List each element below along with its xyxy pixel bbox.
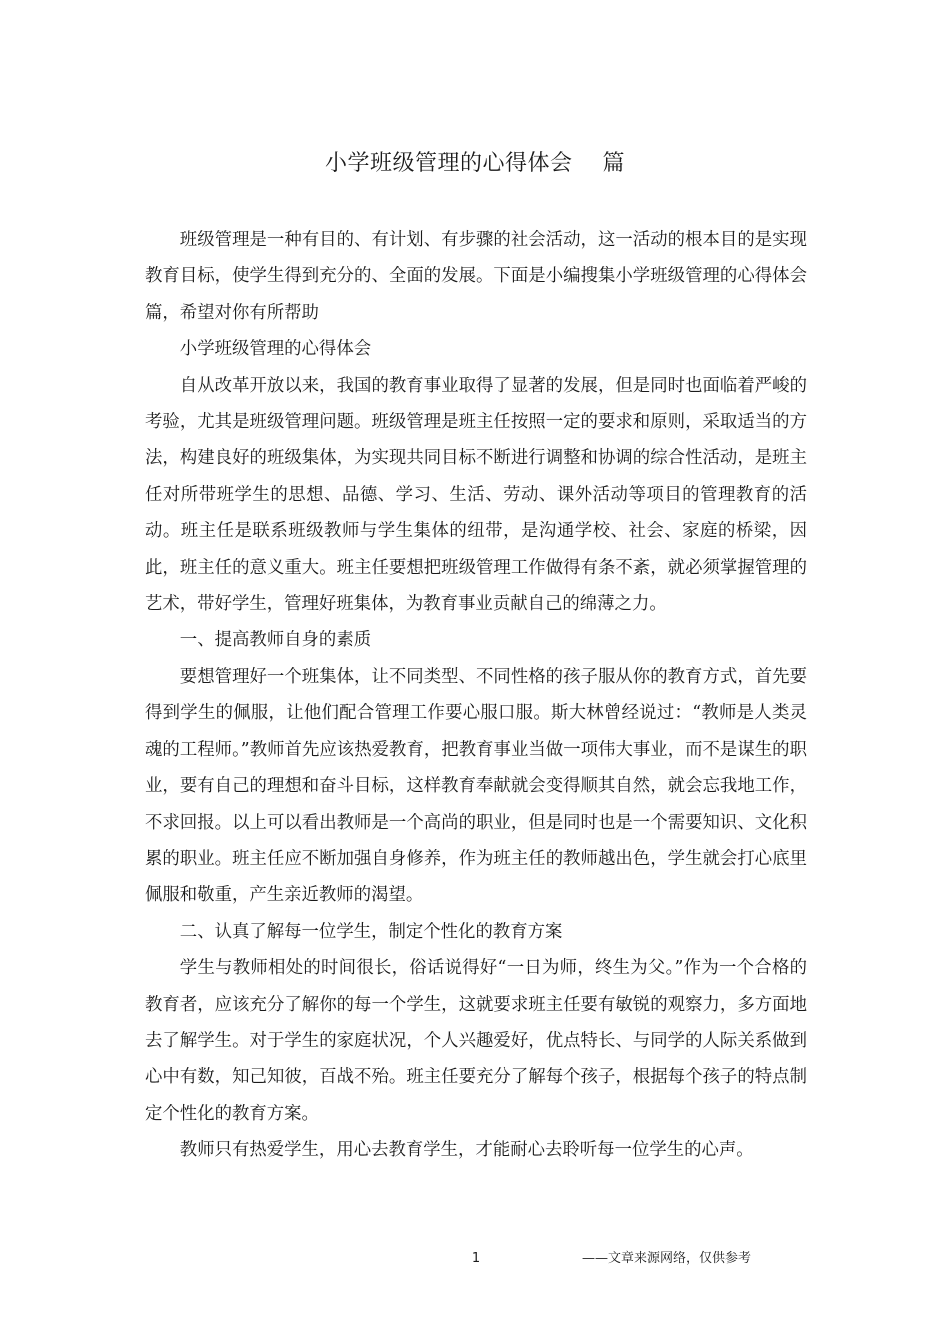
- section-heading-1: 一、提高教师自身的素质: [179, 630, 372, 651]
- paragraph-subtitle: 小学班级管理的心得体会: [179, 339, 372, 360]
- footer-source-note: ——文章来源网络，仅供参考: [582, 1251, 752, 1266]
- section-heading-2: 二、认真了解每一位学生，制定个性化的教育方案: [179, 921, 563, 942]
- paragraph-background: 自从改革开放以来，我国的教育事业取得了显著的发展，但是同时也面临着严峻的考验，尤其是班级管理问题。班级管理是班主任按照一定的要求和原则，采取适当的方法，构建良好的班级集体，为实现共同目标不断进行调整和协调的综合性活动，是班主任对所带班学生的思想、品德、学习、生活、劳动、课外活动等项目的管理教育的活动。班主任是联系班级教师与学生集体的纽带，是沟通学校、社会、家庭的桥梁，因此，班主任的意义重大。班主任要想把班级管理工作做得有条不紊，就必须掌握管理的艺术，带好学生，管理好班集体，为教育事业贡献自己的绵薄之力。: [145, 375, 807, 615]
- document-body: [145, 222, 830, 1169]
- paragraph-closing: 教师只有热爱学生，用心去教育学生，才能耐心去聆听每一位学生的心声。: [179, 1140, 754, 1161]
- paragraph-section-2: 学生与教师相处的时间很长，俗话说得好“一日为师，终生为父。”作为一个合格的教育者，应该充分了解你的每一个学生，这就要求班主任要有敏锐的观察力，多方面地去了解学生。对于学生的家庭状况，个人兴趣爱好，优点特长、与同学的人际关系做到心中有数，知己知彼，百战不殆。班主任要充分了解每个孩子，根据每个孩子的特点制定个性化的教育方案。: [145, 958, 807, 1124]
- page-number: 1: [471, 1251, 481, 1266]
- document-title: 小学班级管理的心得体会 篇: [325, 151, 625, 176]
- paragraph-section-1: 要想管理好一个班集体，让不同类型、不同性格的孩子服从你的教育方式，首先要得到学生的佩服，让他们配合管理工作要心服口服。斯大林曾经说过：“教师是人类灵魂的工程师。”教师首先应该热爱教育，把教育事业当做一项伟大事业，而不是谋生的职业，要有自己的理想和奋斗目标，这样教育奉献就会变得顺其自然，就会忘我地工作，不求回报。以上可以看出教师是一个高尚的职业，但是同时也是一个需要知识、文化积累的职业。班主任应不断加强自身修养，作为班主任的教师越出色，学生就会打心底里佩服和敬重，产生亲近教师的渴望。: [145, 666, 807, 906]
- paragraph-intro: 班级管理是一种有目的、有计划、有步骤的社会活动，这一活动的根本目的是实现教育目标，使学生得到充分的、全面的发展。下面是小编搜集小学班级管理的心得体会 篇，希望对你有所帮助: [145, 230, 830, 323]
